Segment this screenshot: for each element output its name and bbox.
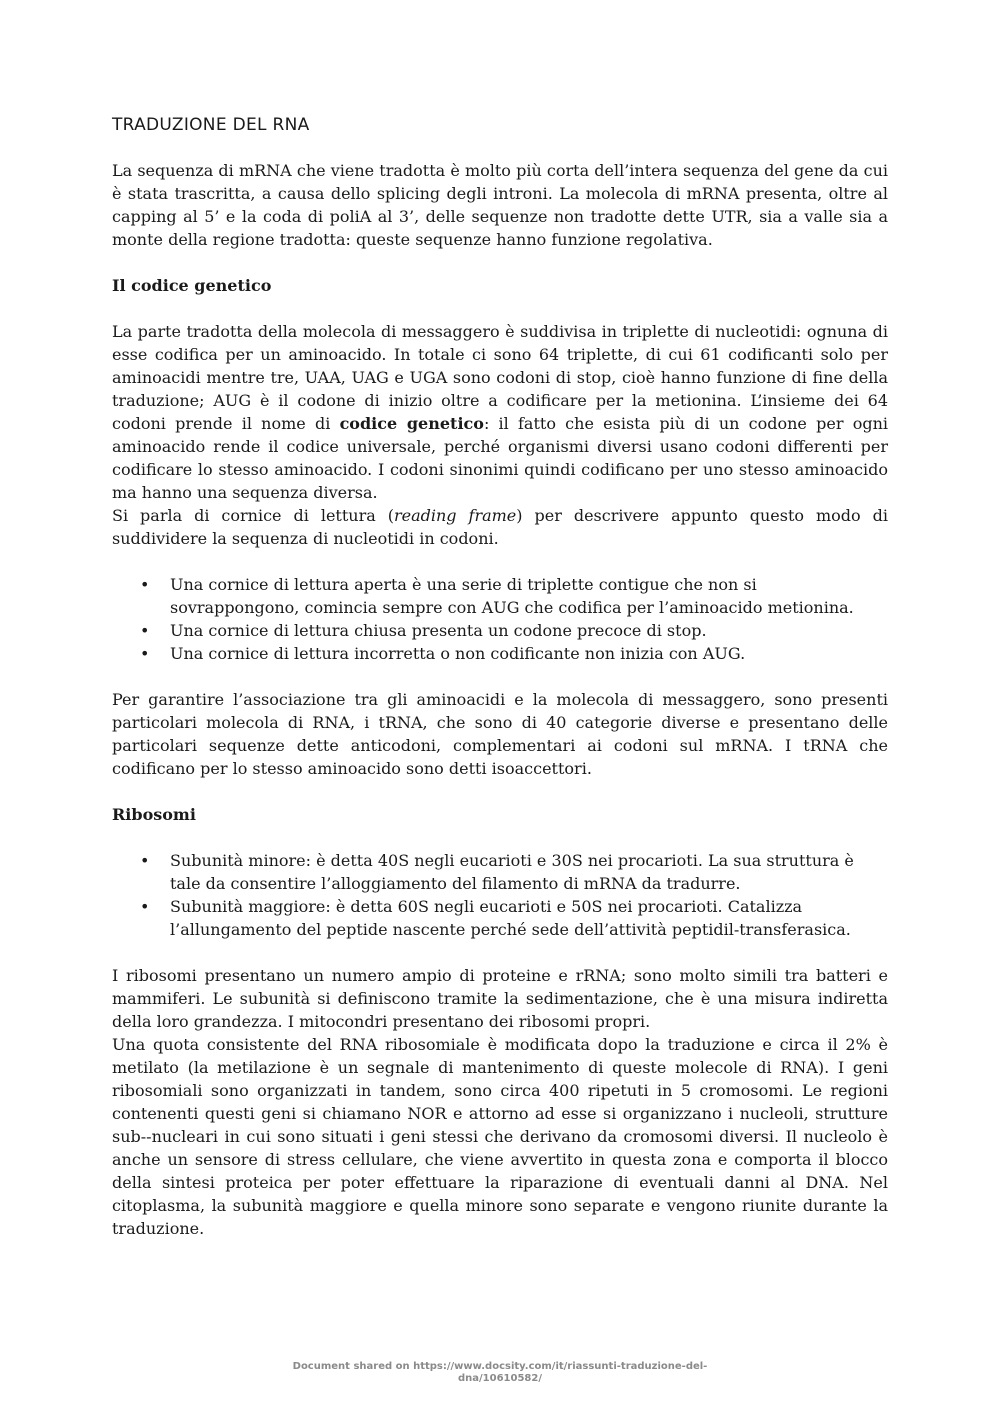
text-span: ) per descrivere appunto questo modo di suddividere la sequenza di nucleotidi in codoni. (112, 506, 889, 548)
document-body (112, 114, 888, 1240)
footer-line: dna/10610582/ (458, 1373, 542, 1384)
codice-genetico-paragraph (112, 320, 888, 504)
italic-term: reading frame (393, 506, 517, 525)
document-title: TRADUZIONE DEL RNA (112, 115, 310, 135)
list-item: • Una cornice di lettura aperta è una serie di triplette contigue che non si sovrappongono, comincia sempre con AUG che codifica per l’aminoacido metionina. (112, 573, 888, 619)
intro-paragraph: La sequenza di mRNA che viene tradotta è molto più corta dell’intera sequenza del gene da cui è stata trascritta, a causa dello splicing degli introni. La molecola di mRNA presenta, oltre al capping al 5’ e la coda di poliA al 3’, delle sequenze non tradotte dette UTR, sia a valle sia a monte della regione tradotta: queste sequenze hanno funzione regolativa. (112, 161, 888, 249)
text-span: : il fatto che esista più di un codone per ogni aminoacido rende il codice universale, perché organismi diversi usano codoni differenti per codificare lo stesso aminoacido. I codoni sinonimi quindi codificano per uno stesso aminoacido ma hanno una sequenza diversa. (112, 414, 888, 502)
reading-frame-paragraph (112, 504, 888, 550)
text-span: La parte tradotta della molecola di messaggero è suddivisa in triplette di nucleotidi: ognuna di esse codifica per un aminoacido. In totale ci sono 64 triplette, di cui 61 codificanti solo per aminoacidi mentre tre, UAA, UAG e UGA sono codoni di stop, cioè hanno funzione di fine della traduzione; AUG è il codone di inizio oltre a codificare per la metionina. L’insieme dei 64 codoni prende il nome di (112, 322, 888, 433)
footer-line: Document shared on https://www.docsity.com/it/riassunti-traduzione-del- (292, 1361, 708, 1372)
reading-frame-list (112, 573, 888, 665)
list-item: • Subunità minore: è detta 40S negli eucarioti e 30S nei procarioti. La sua struttura è tale da consentire l’alloggiamento del filamento di mRNA da tradurre. (112, 849, 888, 895)
section-heading-ribosomi: Ribosomi (112, 805, 196, 824)
list-item: • Una cornice di lettura chiusa presenta un codone precoce di stop. (112, 619, 888, 642)
list-item: • Una cornice di lettura incorretta o non codificante non inizia con AUG. (112, 642, 888, 665)
rrna-paragraph: Una quota consistente del RNA ribosomiale è modificata dopo la traduzione e circa il 2% è metilato (la metilazione è un segnale di mantenimento di queste molecole di RNA). I geni ribosomiali sono organizzati in tandem, sono circa 400 ripetuti in 5 cromosomi. Le regioni contenenti questi geni si chiamano NOR e attorno ad esse si organizzano i nucleoli, strutture sub--nucleari in cui sono situati i geni stessi che derivano da cromosomi diversi. Il nucleolo è anche un sensore di stress cellulare, che viene avvertito in questa zona e comporta il blocco della sintesi proteica per poter effettuare la riparazione di eventuali danni al DNA. Nel citoplasma, la subunità maggiore e quella minore sono separate e vengono riunite durante la traduzione. (112, 1035, 888, 1238)
trna-paragraph: Per garantire l’associazione tra gli aminoacidi e la molecola di messaggero, sono presenti particolari molecola di RNA, i tRNA, che sono di 40 categorie diverse e presentano delle particolari sequenze dette anticodoni, complementari ai codoni sul mRNA. I tRNA che codificano per lo stesso aminoacido sono detti isoaccettori. (112, 690, 888, 778)
text-span: Si parla di cornice di lettura ( (112, 506, 394, 525)
list-item: • Subunità maggiore: è detta 60S negli eucarioti e 50S nei procarioti. Catalizza l’allungamento del peptide nascente perché sede dell’attività peptidil-transferasica. (112, 895, 888, 941)
ribosome-subunits-list (112, 849, 888, 941)
bold-term: codice genetico (339, 414, 484, 433)
docsity-footer (270, 1361, 730, 1385)
ribosomi-paragraph: I ribosomi presentano un numero ampio di proteine e rRNA; sono molto simili tra batteri e mammiferi. Le subunità si definiscono tramite la sedimentazione, che è una misura indiretta della loro grandezza. I mitocondri presentano dei ribosomi propri. (112, 966, 888, 1031)
section-heading-codice-genetico: Il codice genetico (112, 276, 272, 295)
